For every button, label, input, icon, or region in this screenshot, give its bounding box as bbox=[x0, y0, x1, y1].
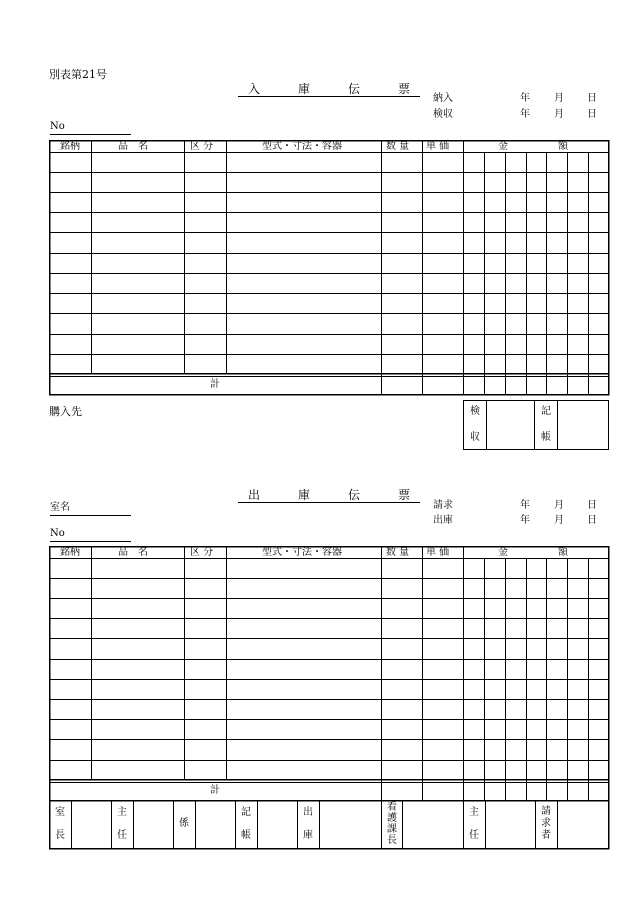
approval-char: 看 bbox=[387, 802, 397, 813]
date-label-delivery: 納入 bbox=[433, 93, 453, 104]
date-label-issue: 出庫 bbox=[433, 515, 453, 526]
issue-title-char: 伝 bbox=[348, 488, 361, 502]
header-qty: 数 量 bbox=[386, 141, 410, 152]
approval-char: 出 bbox=[303, 807, 313, 818]
approval-char: 任 bbox=[469, 830, 479, 841]
approval-char: 主 bbox=[469, 807, 479, 818]
receipt-total-label: 計 bbox=[210, 379, 220, 390]
header-category: 区 分 bbox=[190, 547, 214, 558]
date-year: 年 bbox=[520, 515, 530, 526]
issue-no-field[interactable] bbox=[50, 528, 131, 542]
stamp-char: 検 bbox=[470, 406, 480, 417]
header-model: 型式・寸法・容器 bbox=[262, 141, 342, 152]
stamp-char: 帳 bbox=[541, 432, 551, 443]
header-qty: 数 量 bbox=[386, 547, 410, 558]
date-day: 日 bbox=[587, 500, 597, 511]
approval-char: 庫 bbox=[303, 830, 313, 841]
header-brand: 銘柄 bbox=[60, 547, 80, 558]
stamp-char: 記 bbox=[541, 406, 551, 417]
issue-title-char: 出 bbox=[248, 488, 261, 502]
approval-char: 長 bbox=[55, 830, 65, 841]
date-day: 日 bbox=[587, 515, 597, 526]
approval-char: 課 bbox=[387, 824, 397, 835]
stamp-char: 収 bbox=[470, 432, 480, 443]
date-year: 年 bbox=[520, 93, 530, 104]
receipt-supplier-label: 購入先 bbox=[49, 405, 82, 418]
issue-room-label: 室名 bbox=[50, 502, 70, 513]
approval-char: 任 bbox=[117, 830, 127, 841]
date-month: 月 bbox=[554, 93, 564, 104]
approval-char: 室 bbox=[55, 807, 65, 818]
date-month: 月 bbox=[554, 109, 564, 120]
form-number: 別表第21号 bbox=[49, 68, 107, 81]
approval-char: 求 bbox=[541, 818, 551, 829]
approval-char: 主 bbox=[117, 807, 127, 818]
header-category: 区 分 bbox=[190, 141, 214, 152]
approval-char: 者 bbox=[541, 830, 551, 841]
approval-char: 請 bbox=[541, 806, 551, 817]
date-month: 月 bbox=[554, 500, 564, 511]
date-day: 日 bbox=[587, 109, 597, 120]
issue-title-char: 庫 bbox=[298, 488, 311, 502]
header-item: 品 名 bbox=[118, 547, 148, 558]
approval-char: 係 bbox=[179, 818, 189, 829]
issue-total-label: 計 bbox=[210, 785, 220, 796]
issue-title-char: 票 bbox=[398, 488, 411, 502]
date-day: 日 bbox=[587, 93, 597, 104]
header-amount: 金 額 bbox=[498, 547, 568, 558]
date-label-request: 請求 bbox=[433, 500, 453, 511]
approval-char: 長 bbox=[387, 835, 397, 846]
approval-char: 記 bbox=[241, 807, 251, 818]
receipt-title-char: 伝 bbox=[348, 82, 361, 96]
header-unit-price: 単 価 bbox=[426, 141, 450, 152]
receipt-no-label: No bbox=[50, 121, 65, 132]
date-year: 年 bbox=[520, 500, 530, 511]
receipt-title-char: 庫 bbox=[298, 82, 311, 96]
issue-title bbox=[238, 486, 420, 503]
date-label-inspection: 検収 bbox=[433, 109, 453, 120]
receipt-title-char: 票 bbox=[398, 82, 411, 96]
approval-char: 帳 bbox=[241, 830, 251, 841]
header-model: 型式・寸法・容器 bbox=[262, 547, 342, 558]
header-item: 品 名 bbox=[118, 141, 148, 152]
header-unit-price: 単 価 bbox=[426, 547, 450, 558]
header-amount: 金 額 bbox=[498, 141, 568, 152]
date-month: 月 bbox=[554, 515, 564, 526]
receipt-title-char: 入 bbox=[248, 82, 261, 96]
issue-no-label: No bbox=[50, 528, 65, 539]
header-brand: 銘柄 bbox=[60, 141, 80, 152]
issue-room-field[interactable] bbox=[50, 502, 131, 516]
date-year: 年 bbox=[520, 109, 530, 120]
approval-char: 護 bbox=[387, 813, 397, 824]
